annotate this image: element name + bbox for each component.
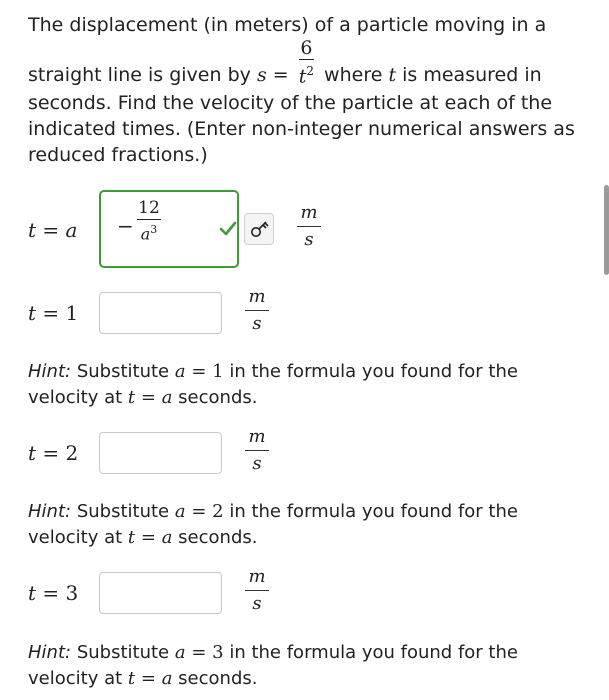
unit-denominator: s [252,593,262,614]
hint-t-2 [28,499,568,551]
hint-var: t [127,527,136,548]
unit-numerator: m [300,202,318,223]
row-label-t-2 [28,441,78,465]
formula-numerator: 6 [300,37,313,59]
answer-input-t-3[interactable] [99,572,222,614]
hint-eq: = [191,361,207,382]
hint-text: in the formula you found for the [229,501,518,522]
hint-var: a [161,668,173,689]
hint-var: a [174,501,186,522]
label-val: 2 [65,441,79,465]
label-eq: = [42,581,60,605]
hint-t-1 [28,359,568,411]
hint-eq: = [191,501,207,522]
hint-var: a [161,387,173,408]
formula-den-exp: 2 [306,64,314,78]
hint-text: Substitute [76,501,170,522]
hint-text: velocity at [28,387,123,408]
problem-text: straight line is given by [28,63,251,86]
problem-line-1: The displacement (in meters) of a particle moving in a [28,14,547,36]
hint-lead: Hint: [28,642,72,663]
hint-text: seconds. [178,387,258,408]
formula-eq: = [272,63,289,86]
unit-fraction [297,202,321,251]
hint-text: in the formula you found for the [229,642,518,663]
problem-line-5: reduced fractions.) [28,144,208,166]
hint-t-3 [28,640,568,692]
answer-input-t-a[interactable] [99,190,239,268]
hint-val: 1 [212,361,224,382]
unit-denominator: s [252,453,262,474]
answer-input-t-2[interactable] [99,432,222,474]
label-val: a [65,218,78,242]
formula-var: s [256,63,267,86]
hint-val: 2 [212,501,224,522]
answer-input-t-1[interactable] [99,292,222,334]
key-button[interactable] [244,213,274,245]
label-eq: = [42,218,60,242]
hint-text: velocity at [28,527,123,548]
answer-sign: − [117,214,134,238]
problem-var-t: t [388,63,397,86]
hint-eq: = [140,387,156,408]
hint-eq: = [140,527,156,548]
hint-text: Substitute [76,361,170,382]
hint-var: a [174,361,186,382]
label-val: 1 [65,301,79,325]
hint-eq: = [140,668,156,689]
answer-den-exp: 3 [150,223,158,236]
hint-text: seconds. [178,668,258,689]
label-val: 3 [65,581,79,605]
scrollbar[interactable] [604,185,609,275]
answer-fraction [137,198,161,243]
hint-lead: Hint: [28,501,72,522]
hint-var: a [174,642,186,663]
hint-eq: = [191,642,207,663]
unit-fraction [245,286,269,335]
problem-text: where [324,63,383,86]
check-icon [219,221,237,237]
hint-var: a [161,527,173,548]
unit-denominator: s [304,229,314,250]
problem-line-2 [28,38,548,90]
hint-text: in the formula you found for the [229,361,518,382]
label-var: t [28,218,37,242]
hint-text: Substitute [76,642,170,663]
hint-var: t [127,387,136,408]
label-var: t [28,301,37,325]
unit-numerator: m [248,566,266,587]
problem-text: is measured in [402,63,542,86]
hint-val: 3 [212,642,224,663]
row-label-t-1 [28,301,78,325]
row-label-t-a [28,218,77,242]
hint-lead: Hint: [28,361,72,382]
formula-den-base: t [298,65,307,88]
problem-line-4: indicated times. (Enter non-integer numerical answers as [28,118,575,140]
answer-numerator: 12 [138,198,160,218]
row-label-t-3 [28,581,78,605]
hint-text: seconds. [178,527,258,548]
label-var: t [28,581,37,605]
hint-var: t [127,668,136,689]
label-eq: = [42,301,60,325]
label-var: t [28,441,37,465]
problem-statement [28,12,575,168]
unit-fraction [245,566,269,615]
key-icon [245,214,275,246]
problem-line-3: seconds. Find the velocity of the particle at each of the [28,92,553,114]
unit-fraction [245,426,269,475]
unit-numerator: m [248,286,266,307]
hint-text: velocity at [28,668,123,689]
unit-numerator: m [248,426,266,447]
formula-fraction [299,38,314,86]
label-eq: = [42,441,60,465]
unit-denominator: s [252,313,262,334]
answer-den-base: a [140,224,151,244]
